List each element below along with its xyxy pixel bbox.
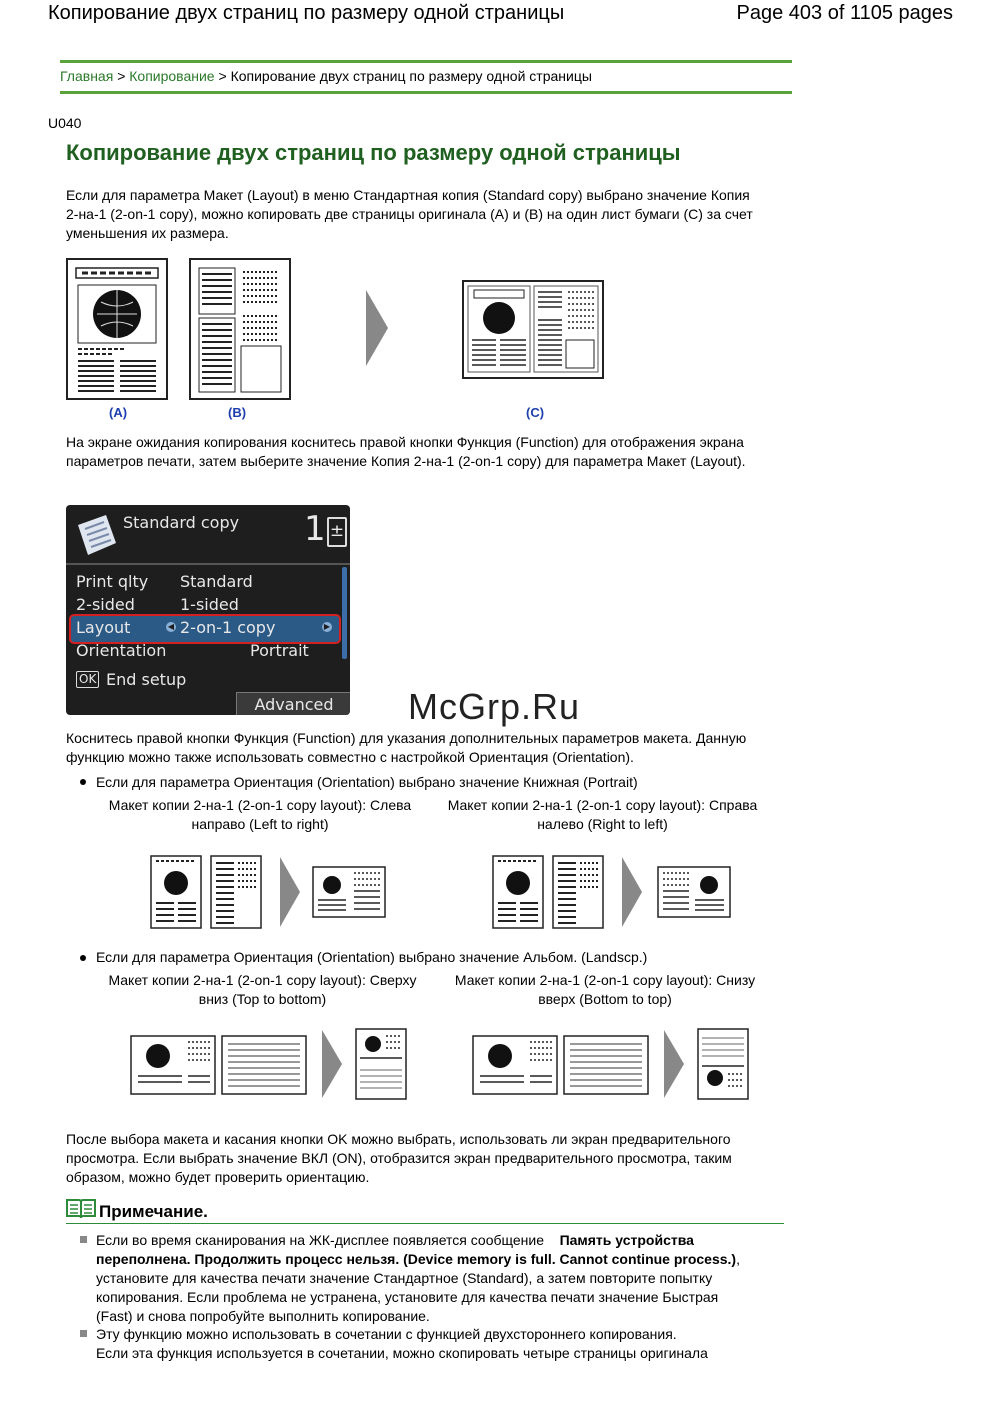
breadcrumb — [60, 68, 592, 84]
portrait-left-caption: Макет копии 2-на-1 (2-on-1 copy layout): Слева направо (Left to right) — [108, 797, 412, 832]
document-title: Копирование двух страниц по размеру одной страницы — [48, 2, 565, 24]
ok-button-icon[interactable]: OK — [76, 671, 99, 688]
lcd-row-print-quality-value: Standard — [180, 572, 253, 591]
lcd-row-print-quality-label[interactable]: Print qlty — [76, 572, 149, 591]
breadcrumb-bottom-rule — [60, 91, 792, 94]
lcd-scrollbar[interactable] — [342, 567, 347, 659]
landscape-right-caption: Макет копии 2-на-1 (2-on-1 copy layout): Снизу вверх (Bottom to top) — [454, 972, 756, 1007]
bullet-icon — [80, 779, 86, 785]
lcd-row-layout-label: Layout — [76, 618, 131, 637]
landscape-bottom-to-top-illustration — [472, 1028, 752, 1100]
breadcrumb-current: Копирование двух страниц по размеру одной страницы — [230, 68, 592, 84]
step2-paragraph: Коснитесь правой кнопки Функция (Function) для указания дополнительных параметров макета. Данную функцию можно также использовать совместно с настройкой Ориентация (Orientation). — [66, 730, 747, 765]
lcd-row-two-sided-value: 1-sided — [180, 595, 239, 614]
watermark: McGrp.Ru — [408, 686, 581, 727]
arrow-icon — [664, 1030, 684, 1098]
lcd-screen — [66, 505, 350, 715]
arrow-icon — [322, 1030, 342, 1098]
note-heading: Примечание. — [99, 1202, 208, 1221]
lcd-divider — [66, 563, 350, 565]
page-title: Копирование двух страниц по размеру одной страницы — [66, 140, 681, 165]
advanced-button[interactable]: Advanced — [236, 692, 350, 715]
breadcrumb-separator: > — [117, 68, 126, 84]
original-b-page — [190, 259, 290, 399]
landscape-top-to-bottom-illustration — [130, 1028, 410, 1100]
list-square-icon — [80, 1330, 87, 1337]
note-rule — [66, 1223, 784, 1224]
list-square-icon — [80, 1236, 87, 1243]
landscape-left-caption: Макет копии 2-на-1 (2-on-1 copy layout): Сверху вниз (Top to bottom) — [108, 972, 417, 1007]
bullet-icon — [80, 955, 86, 961]
two-on-one-illustration — [66, 258, 606, 423]
portrait-bullet-text: Если для параметра Ориентация (Orientation) выбрано значение Книжная (Portrait) — [96, 774, 638, 790]
arrow-right-icon[interactable]: ▶ — [323, 622, 331, 631]
breadcrumb-separator: > — [218, 68, 227, 84]
lcd-title: Standard copy — [123, 513, 240, 532]
lcd-row-layout-value: 2-on-1 copy — [180, 618, 276, 637]
label-a: (A) — [109, 405, 128, 420]
note-item-1-message: Память устройства переполнена. Продолжить процесс нельзя. (Device memory is full. Cannot continue process.) — [96, 1232, 737, 1267]
lcd-row-two-sided-label[interactable]: 2-sided — [76, 595, 135, 614]
original-a-page — [67, 259, 167, 399]
portrait-left-to-right-illustration — [150, 855, 390, 930]
arrow-icon — [622, 857, 642, 927]
label-b: (B) — [228, 405, 247, 420]
lcd-end-setup: End setup — [106, 670, 187, 689]
landscape-bullet-text: Если для параметра Ориентация (Orientation) выбрано значение Альбом. (Landscp.) — [96, 949, 648, 965]
plus-minus-icon[interactable]: ± — [327, 517, 347, 547]
lcd-copy-count: 1 — [304, 509, 326, 549]
note-item-2-line-2: Если эта функция используется в сочетании, можно скопировать четыре страницы оригинала — [96, 1345, 708, 1361]
lcd-row-orientation-value: Portrait — [250, 641, 309, 660]
breadcrumb-section-link[interactable]: Копирование — [129, 68, 215, 84]
note-book-icon — [66, 1198, 96, 1220]
portrait-right-to-left-illustration — [492, 855, 732, 930]
arrow-icon — [366, 290, 388, 366]
note-item-1-text-end: , установите для качества печати значение Стандартное (Standard), а затем повторите попытку копирования. Если проблема не устранена, установите для качества печати значение Быстрая (Fast) и снова попробуйте выполнить копирование. — [96, 1251, 740, 1324]
copy-document-icon — [76, 513, 120, 559]
arrow-left-icon[interactable]: ◀ — [167, 622, 175, 631]
portrait-right-caption: Макет копии 2-на-1 (2-on-1 copy layout): Справа налево (Right to left) — [447, 797, 758, 832]
doc-code: U040 — [48, 115, 82, 131]
step1-paragraph: На экране ожидания копирования коснитесь правой кнопки Функция (Function) для отображения экрана параметров печати, затем выберите значение Копия 2-на-1 (2-on-1 copy) для параметра Макет (Layout). — [66, 434, 746, 469]
intro-paragraph: Если для параметра Макет (Layout) в меню Стандартная копия (Standard copy) выбрано значение Копия 2-на-1 (2-on-1 copy), можно копировать две страницы оригинала (A) и (B) на один лист бумаги (C) за счет уменьшения их размера. — [66, 187, 753, 241]
note-item-1 — [96, 1231, 756, 1326]
result-c-page — [463, 281, 603, 378]
breadcrumb-home-link[interactable]: Главная — [60, 68, 114, 84]
lcd-row-orientation-label[interactable]: Orientation — [76, 641, 167, 660]
step3-paragraph: После выбора макета и касания кнопки OK можно выбрать, использовать ли экран предварительного просмотра. Если выбрать значение ВКЛ (ON), отобразится экран предварительного просмотра, таким образом, можно будет проверить ориентацию. — [66, 1131, 732, 1185]
label-c: (C) — [526, 405, 545, 420]
note-item-1-text: Если во время сканирования на ЖК-дисплее появляется сообщение — [96, 1232, 544, 1248]
arrow-icon — [280, 857, 300, 927]
note-item-2-line-1: Эту функцию можно использовать в сочетании с функцией двухстороннего копирования. — [96, 1326, 677, 1342]
breadcrumb-top-rule — [60, 60, 792, 63]
page-counter: Page 403 of 1105 pages — [736, 2, 953, 24]
